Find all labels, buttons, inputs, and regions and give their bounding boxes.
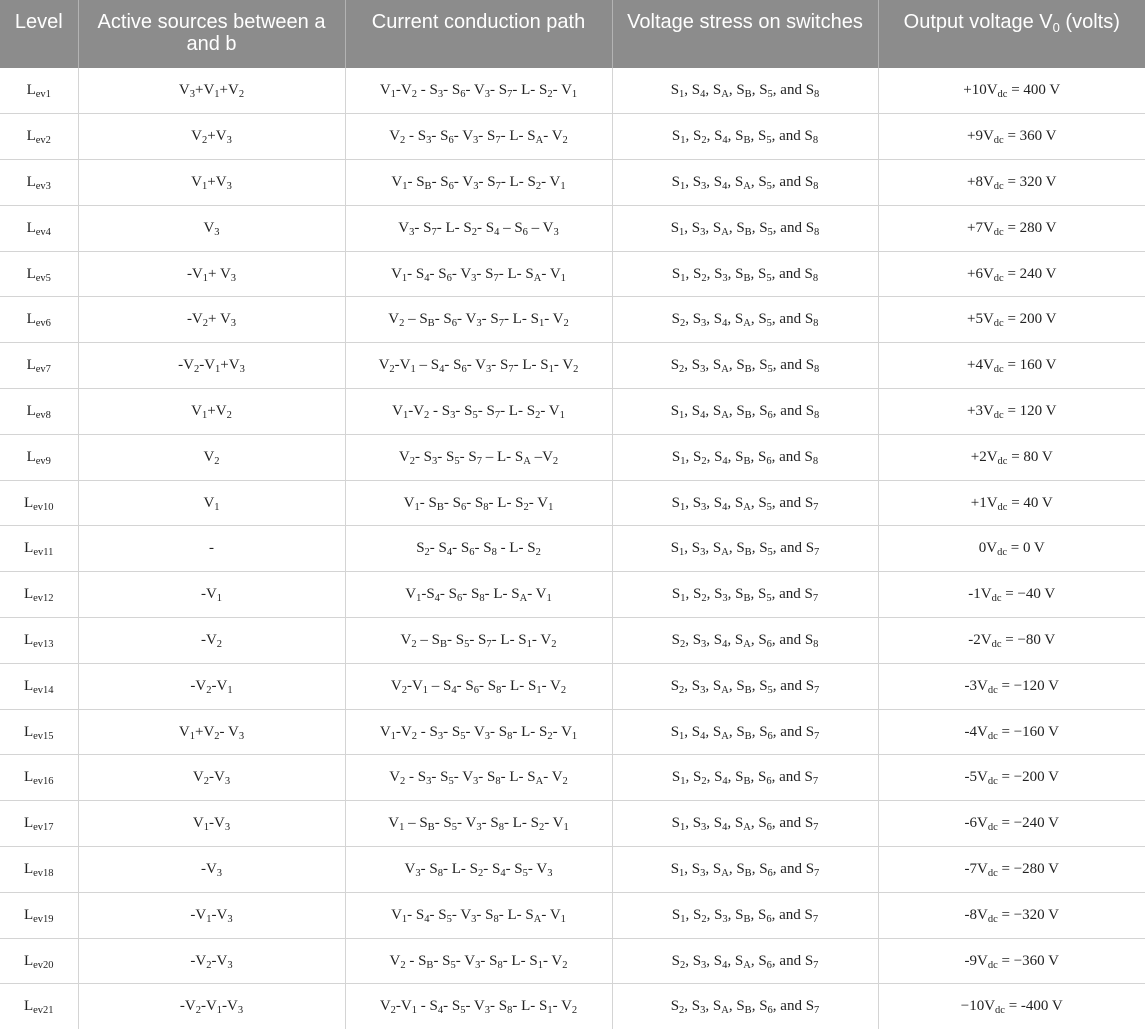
cell-active-sources: $V_1$ bbox=[78, 480, 345, 526]
cell-voltage-stress: $S_1$, $S_4$, $S_A$, $S_B$, $S_5$, and $S_8$ bbox=[612, 68, 878, 114]
cell-voltage-stress: $S_1$, $S_2$, $S_4$, $S_B$, $S_6$, and $S_8$ bbox=[612, 434, 878, 480]
header-conduction-path: Current conduction path bbox=[345, 0, 612, 68]
table-row bbox=[0, 892, 1145, 938]
cell-voltage-stress: $S_1$, $S_3$, $S_A$, $S_B$, $S_5$, and $S_7$ bbox=[612, 526, 878, 572]
header-output-voltage: Output voltage $V_0$ (volts) bbox=[878, 0, 1145, 68]
cell-voltage-stress: $S_1$, $S_2$, $S_3$, $S_B$, $S_5$, and $S_7$ bbox=[612, 572, 878, 618]
cell-conduction-path: $V_2-V_1 - S_4-$ $S_6-$ $V_3-$ $S_7-$ L- $S_1-$ $V_2$ bbox=[345, 343, 612, 389]
cell-output-voltage: $+8V_{dc} = 320$ V bbox=[878, 160, 1145, 206]
table-row bbox=[0, 297, 1145, 343]
cell-active-sources: $-V_2-V_3$ bbox=[78, 938, 345, 984]
cell-active-sources: $V_3+V_1+V_2$ bbox=[78, 68, 345, 114]
cell-conduction-path: $V_2 - S_B-$ $S_6-$ $V_3-$ $S_7-$ L- $S_1-$ $V_2$ bbox=[345, 297, 612, 343]
cell-level: $L_{ev9}$ bbox=[0, 434, 78, 480]
cell-voltage-stress: $S_1$, $S_3$, $S_4$, $S_A$, $S_5$, and $S_8$ bbox=[612, 160, 878, 206]
cell-active-sources: $-V_2-V_1+V_3$ bbox=[78, 343, 345, 389]
cell-voltage-stress: $S_2$, $S_3$, $S_A$, $S_B$, $S_5$, and $S_7$ bbox=[612, 663, 878, 709]
cell-level: $L_{ev10}$ bbox=[0, 480, 78, 526]
cell-output-voltage: $+9V_{dc} = 360$ V bbox=[878, 114, 1145, 160]
cell-level: $L_{ev4}$ bbox=[0, 205, 78, 251]
cell-active-sources: $V_1+V_3$ bbox=[78, 160, 345, 206]
cell-output-voltage: $-8V_{dc} = -320$ V bbox=[878, 892, 1145, 938]
header-level: Level bbox=[0, 0, 78, 68]
cell-output-voltage: $-10V_{dc} = -400$ V bbox=[878, 984, 1145, 1029]
cell-level: $L_{ev18}$ bbox=[0, 847, 78, 893]
cell-level: $L_{ev16}$ bbox=[0, 755, 78, 801]
cell-active-sources: $V_1-V_3$ bbox=[78, 801, 345, 847]
cell-conduction-path: $S_2-$ $S_4-$ $S_6-$ $S_8 - L-$ $S_2$ bbox=[345, 526, 612, 572]
cell-voltage-stress: $S_1$, $S_2$, $S_3$, $S_B$, $S_6$, and $S_7$ bbox=[612, 892, 878, 938]
cell-voltage-stress: $S_1$, $S_2$, $S_3$, $S_B$, $S_5$, and $S_8$ bbox=[612, 251, 878, 297]
cell-output-voltage: $-1V_{dc} = -40$ V bbox=[878, 572, 1145, 618]
table-row bbox=[0, 389, 1145, 435]
cell-conduction-path: $V_2 - S_3-$ $S_6-$ $V_3-$ $S_7-$ L- $S_A-$ $V_2$ bbox=[345, 114, 612, 160]
cell-conduction-path: $V_1-$ $S_4-$ $S_5-$ $V_3-$ $S_8-$ L- $S_A-$ $V_1$ bbox=[345, 892, 612, 938]
cell-voltage-stress: $S_2$, $S_3$, $S_4$, $S_A$, $S_5$, and $S_8$ bbox=[612, 297, 878, 343]
cell-output-voltage: $+4V_{dc} = 160$ V bbox=[878, 343, 1145, 389]
cell-voltage-stress: $S_2$, $S_3$, $S_4$, $S_A$, $S_6$, and $S_7$ bbox=[612, 938, 878, 984]
table-header bbox=[0, 0, 1145, 68]
cell-conduction-path: $V_1-V_2 - S_3-$ $S_6-$ $V_3-$ $S_7-$ L- $S_2-$ $V_1$ bbox=[345, 68, 612, 114]
table-body bbox=[0, 68, 1145, 1029]
cell-voltage-stress: $S_1$, $S_3$, $S_A$, $S_B$, $S_5$, and $S_8$ bbox=[612, 205, 878, 251]
cell-active-sources: $-V_2$ bbox=[78, 618, 345, 664]
cell-conduction-path: $V_2-V_1 - S_4-$ $S_6-$ $S_8-$ L- $S_1-$ $V_2$ bbox=[345, 663, 612, 709]
table-row bbox=[0, 160, 1145, 206]
cell-active-sources: $V_2+V_3$ bbox=[78, 114, 345, 160]
cell-level: $L_{ev19}$ bbox=[0, 892, 78, 938]
cell-level: $L_{ev15}$ bbox=[0, 709, 78, 755]
cell-voltage-stress: $S_1$, $S_4$, $S_A$, $S_B$, $S_6$, and $S_8$ bbox=[612, 389, 878, 435]
cell-level: $L_{ev20}$ bbox=[0, 938, 78, 984]
cell-level: $L_{ev1}$ bbox=[0, 68, 78, 114]
table-row bbox=[0, 480, 1145, 526]
cell-output-voltage: $+3V_{dc} = 120$ V bbox=[878, 389, 1145, 435]
cell-voltage-stress: $S_1$, $S_4$, $S_A$, $S_B$, $S_6$, and $S_7$ bbox=[612, 709, 878, 755]
cell-conduction-path: $V_3-$ $S_7-$ L- $S_2-$ $S_4 - S_6 - V_3$ bbox=[345, 205, 612, 251]
cell-conduction-path: $V_3-$ $S_8-$ L- $S_2-$ $S_4-$ $S_5-$ $V_3$ bbox=[345, 847, 612, 893]
cell-output-voltage: $+7V_{dc} = 280$ V bbox=[878, 205, 1145, 251]
table-row bbox=[0, 251, 1145, 297]
cell-output-voltage: $+2V_{dc} = 80$ V bbox=[878, 434, 1145, 480]
cell-level: $L_{ev14}$ bbox=[0, 663, 78, 709]
cell-active-sources: $-V_1+ V_3$ bbox=[78, 251, 345, 297]
cell-active-sources: $-V_1$ bbox=[78, 572, 345, 618]
table-row bbox=[0, 709, 1145, 755]
cell-output-voltage: $+10V_{dc} = 400$ V bbox=[878, 68, 1145, 114]
cell-level: $L_{ev3}$ bbox=[0, 160, 78, 206]
header-voltage-stress: Voltage stress on switches bbox=[612, 0, 878, 68]
cell-conduction-path: $V_2 - S_B-$ $S_5-$ $S_7-$ L- $S_1-$ $V_2$ bbox=[345, 618, 612, 664]
cell-active-sources: $V_3$ bbox=[78, 205, 345, 251]
cell-conduction-path: $V_2 - S_3-$ $S_5-$ $V_3-$ $S_8-$ L- $S_A-$ $V_2$ bbox=[345, 755, 612, 801]
cell-voltage-stress: $S_1$, $S_2$, $S_4$, $S_B$, $S_6$, and $S_7$ bbox=[612, 755, 878, 801]
cell-voltage-stress: $S_2$, $S_3$, $S_A$, $S_B$, $S_6$, and $S_7$ bbox=[612, 984, 878, 1029]
cell-conduction-path: $V_1-S_4-$ $S_6-$ $S_8-$ L- $S_A-$ $V_1$ bbox=[345, 572, 612, 618]
cell-voltage-stress: $S_2$, $S_3$, $S_4$, $S_A$, $S_6$, and $S_8$ bbox=[612, 618, 878, 664]
cell-level: $L_{ev6}$ bbox=[0, 297, 78, 343]
cell-output-voltage: $-7V_{dc} = -280$ V bbox=[878, 847, 1145, 893]
cell-voltage-stress: $S_1$, $S_3$, $S_A$, $S_B$, $S_6$, and $S_7$ bbox=[612, 847, 878, 893]
table-row bbox=[0, 114, 1145, 160]
cell-conduction-path: $V_1-$ $S_4-$ $S_6-$ $V_3-$ $S_7-$ L- $S_A-$ $V_1$ bbox=[345, 251, 612, 297]
table-row bbox=[0, 618, 1145, 664]
cell-active-sources: $-V_3$ bbox=[78, 847, 345, 893]
cell-voltage-stress: $S_1$, $S_3$, $S_4$, $S_A$, $S_5$, and $S_7$ bbox=[612, 480, 878, 526]
table-row bbox=[0, 755, 1145, 801]
cell-conduction-path: $V_1-$ $S_B-$ $S_6-$ $S_8-$ L- $S_2-$ $V_1$ bbox=[345, 480, 612, 526]
table-row bbox=[0, 205, 1145, 251]
cell-conduction-path: $V_1-$ $S_B-$ $S_6-$ $V_3-$ $S_7-$ L- $S_2-$ $V_1$ bbox=[345, 160, 612, 206]
cell-output-voltage: $-3V_{dc} = -120$ V bbox=[878, 663, 1145, 709]
table-row bbox=[0, 343, 1145, 389]
cell-active-sources: $-V_2+ V_3$ bbox=[78, 297, 345, 343]
cell-active-sources: $V_1+V_2-$ $V_3$ bbox=[78, 709, 345, 755]
table-row bbox=[0, 526, 1145, 572]
cell-active-sources: $-V_2-V_1$ bbox=[78, 663, 345, 709]
cell-active-sources: - bbox=[78, 526, 345, 572]
cell-conduction-path: $V_2 - S_B-$ $S_5-$ $V_3-$ $S_8-$ L- $S_1-$ $V_2$ bbox=[345, 938, 612, 984]
cell-output-voltage: $-5V_{dc} = -200$ V bbox=[878, 755, 1145, 801]
cell-voltage-stress: $S_1$, $S_2$, $S_4$, $S_B$, $S_5$, and $S_8$ bbox=[612, 114, 878, 160]
cell-output-voltage: $-4V_{dc} = -160$ V bbox=[878, 709, 1145, 755]
table-row bbox=[0, 984, 1145, 1029]
cell-active-sources: $V_2$ bbox=[78, 434, 345, 480]
cell-output-voltage: $+5V_{dc} = 200$ V bbox=[878, 297, 1145, 343]
cell-level: $L_{ev12}$ bbox=[0, 572, 78, 618]
cell-level: $L_{ev17}$ bbox=[0, 801, 78, 847]
cell-output-voltage: $+6V_{dc} = 240$ V bbox=[878, 251, 1145, 297]
cell-active-sources: $V_2-V_3$ bbox=[78, 755, 345, 801]
cell-active-sources: $-V_1-V_3$ bbox=[78, 892, 345, 938]
cell-voltage-stress: $S_2$, $S_3$, $S_A$, $S_B$, $S_5$, and $S_8$ bbox=[612, 343, 878, 389]
table-row bbox=[0, 663, 1145, 709]
cell-level: $L_{ev11}$ bbox=[0, 526, 78, 572]
table-row bbox=[0, 68, 1145, 114]
cell-conduction-path: $V_2-V_1 - S_4-$ $S_5-$ $V_3-$ $S_8-$ L- $S_1-$ $V_2$ bbox=[345, 984, 612, 1029]
table-row bbox=[0, 847, 1145, 893]
cell-active-sources: $-V_2-V_1-V_3$ bbox=[78, 984, 345, 1029]
cell-output-voltage: $-6V_{dc} = -240$ V bbox=[878, 801, 1145, 847]
table-row bbox=[0, 801, 1145, 847]
cell-output-voltage: $-9V_{dc} = -360$ V bbox=[878, 938, 1145, 984]
cell-level: $L_{ev13}$ bbox=[0, 618, 78, 664]
cell-conduction-path: $V_1-V_2 - S_3-$ $S_5-$ $S_7-$ L- $S_2-$ $V_1$ bbox=[345, 389, 612, 435]
table-row bbox=[0, 434, 1145, 480]
header-row bbox=[0, 0, 1145, 68]
cell-output-voltage: $+1V_{dc} = 40$ V bbox=[878, 480, 1145, 526]
cell-conduction-path: $V_1 - S_B-$ $S_5-$ $V_3-$ $S_8-$ L- $S_2-$ $V_1$ bbox=[345, 801, 612, 847]
cell-active-sources: $V_1+V_2$ bbox=[78, 389, 345, 435]
cell-output-voltage: $0V_{dc} = 0$ V bbox=[878, 526, 1145, 572]
cell-voltage-stress: $S_1$, $S_3$, $S_4$, $S_A$, $S_6$, and $S_7$ bbox=[612, 801, 878, 847]
table-row bbox=[0, 938, 1145, 984]
cell-level: $L_{ev5}$ bbox=[0, 251, 78, 297]
cell-conduction-path: $V_1-V_2 - S_3-$ $S_5-$ $V_3-$ $S_8-$ L- $S_2-$ $V_1$ bbox=[345, 709, 612, 755]
header-active-sources: Active sources between a and b bbox=[78, 0, 345, 68]
cell-output-voltage: $-2V_{dc} = -80$ V bbox=[878, 618, 1145, 664]
table-row bbox=[0, 572, 1145, 618]
cell-level: $L_{ev7}$ bbox=[0, 343, 78, 389]
cell-conduction-path: $V_2-$ $S_3-$ $S_5-$ $S_7 - L-$ $S_A$ $-V_2$ bbox=[345, 434, 612, 480]
cell-level: $L_{ev8}$ bbox=[0, 389, 78, 435]
cell-level: $L_{ev2}$ bbox=[0, 114, 78, 160]
cell-level: $L_{ev21}$ bbox=[0, 984, 78, 1029]
